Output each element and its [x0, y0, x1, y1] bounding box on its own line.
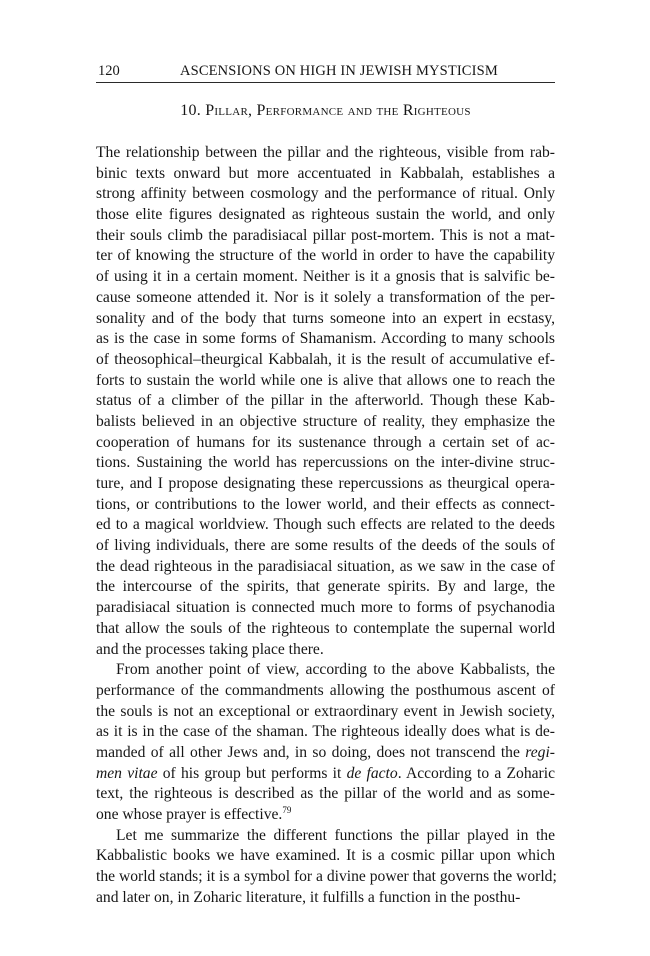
text-segment: Let me summarize the different functions the pillar played in the: [116, 826, 555, 844]
text-line: [96, 557, 555, 578]
text-segment: binic texts onward but more accentuated in Kabbalah, establishes a: [96, 164, 555, 182]
text-line: [96, 722, 555, 743]
running-title: ASCENSIONS ON HIGH IN JEWISH MYSTICISM: [180, 63, 498, 79]
text-line: [96, 371, 555, 392]
book-page: [96, 60, 555, 908]
text-segment: the souls is not an exceptional or extraordinary event in Jewish society,: [96, 702, 555, 720]
running-header: [96, 60, 555, 83]
text-line: [96, 453, 555, 474]
text-segment: as is the case in some forms of Shamanism. According to many schools: [96, 330, 555, 348]
text-line: [96, 577, 555, 598]
body-text: [96, 143, 555, 908]
section-title: 10. Pillar, Performance and the Righteous: [180, 102, 471, 119]
text-segment: and later on, in Zoharic literature, it fulfills a function in the posthu-: [96, 888, 521, 906]
text-segment: strong affinity between cosmology and the performance of ritual. Only: [96, 185, 555, 203]
text-line: [96, 784, 555, 805]
text-segment: of his group but performs it: [157, 764, 347, 782]
page-number: 120: [98, 63, 120, 79]
text-line: [96, 826, 555, 847]
text-segment: ture, and I propose designating these repercussions as theurgical opera-: [96, 475, 555, 492]
text-line: [96, 309, 555, 330]
text-segment: balists believed in an objective structure of reality, they emphasize the: [96, 412, 555, 430]
text-line: [96, 226, 555, 247]
text-line: [96, 515, 555, 536]
footnote-marker: 79: [282, 805, 292, 815]
text-line: [96, 164, 555, 185]
text-segment: manded of all other Jews and, in so doing, does not transcend the: [96, 743, 526, 761]
text-line: [96, 702, 555, 723]
text-segment: their souls climb the paradisiacal pillar post-mortem. This is not a mat-: [96, 226, 555, 244]
text-line: [96, 846, 555, 867]
text-segment: of theosophical–theurgical Kabbalah, it is the result of accumulative ef-: [96, 350, 555, 368]
text-segment: one whose prayer is effective.: [96, 806, 283, 823]
paragraph: [96, 143, 555, 660]
text-segment: text, the righteous is described as the pillar of the world and as some-: [96, 785, 555, 803]
text-segment: those elite figures designated as righteous sustain the world, and only: [96, 206, 555, 224]
text-segment: cause someone attended it. Nor is it solely a transformation of the per-: [96, 288, 555, 306]
text-line: [96, 143, 555, 164]
text-segment: status of a climber of the pillar in the afterworld. Though these Kab-: [96, 392, 555, 410]
text-line: [96, 681, 555, 702]
text-line: [96, 888, 555, 909]
text-segment: tions, or contributions to the lower world, and their effects as connect-: [96, 495, 555, 513]
text-segment: the world stands; it is a symbol for a divine power that governs the world;: [96, 868, 557, 886]
text-segment: ter of knowing the structure of the world in order to have the capability: [96, 247, 555, 265]
text-segment: sonality and of the body that turns someone into an expert in ecstasy,: [96, 309, 555, 327]
text-line: [96, 433, 555, 454]
text-line: [96, 288, 555, 309]
paragraph: [96, 660, 555, 826]
italic-text: de facto: [346, 764, 398, 782]
text-segment: Kabbalistic books we have examined. It is a cosmic pillar upon which: [96, 847, 555, 865]
italic-text: men vitae: [96, 764, 158, 782]
text-line: [96, 660, 555, 681]
text-segment: ed to a magical worldview. Though such effects are related to the deeds: [96, 516, 555, 534]
text-line: [96, 805, 555, 826]
text-line: [96, 267, 555, 288]
text-segment: cooperation of humans for its sustenance through a certain set of ac-: [96, 433, 555, 451]
text-line: [96, 495, 555, 516]
text-segment: the intercourse of the spirits, that generate spirits. By and large, the: [96, 578, 555, 596]
text-segment: that allow the souls of the righteous to contemplate the supernal world: [96, 619, 555, 637]
text-segment: of using it in a certain moment. Neither is it a gnosis that is salvific be-: [96, 268, 555, 286]
text-segment: . According to a Zoharic: [397, 764, 555, 782]
text-line: [96, 598, 555, 619]
text-segment: From another point of view, according to the above Kabbalists, the: [116, 661, 555, 679]
text-line: [96, 536, 555, 557]
text-segment: of living individuals, there are some results of the deeds of the souls of: [96, 537, 555, 555]
text-line: [96, 184, 555, 205]
text-line: [96, 640, 555, 661]
text-line: [96, 474, 555, 495]
text-line: [96, 391, 555, 412]
italic-text: regi-: [525, 743, 555, 761]
text-line: [96, 764, 555, 785]
paragraph: [96, 826, 555, 909]
text-line: [96, 619, 555, 640]
text-line: [96, 412, 555, 433]
text-segment: as it is in the case of the shaman. The righteous ideally does what is de-: [96, 723, 555, 741]
text-segment: performance of the commandments allowing the posthumous ascent of: [96, 681, 555, 699]
text-segment: tions. Sustaining the world has repercussions on the inter-divine struc-: [96, 454, 555, 472]
text-line: [96, 350, 555, 371]
text-line: [96, 743, 555, 764]
text-line: [96, 205, 555, 226]
text-segment: forts to sustain the world while one is alive that allows one to reach the: [96, 371, 555, 389]
text-segment: The relationship between the pillar and the righteous, visible from rab-: [96, 144, 555, 161]
text-line: [96, 329, 555, 350]
text-segment: and the processes taking place there.: [96, 640, 324, 658]
text-line: [96, 246, 555, 267]
text-segment: the dead righteous in the paradisiacal situation, as we saw in the case of: [96, 557, 555, 575]
text-segment: paradisiacal situation is connected much more to forms of psychanodia: [96, 599, 555, 617]
text-line: [96, 867, 555, 888]
